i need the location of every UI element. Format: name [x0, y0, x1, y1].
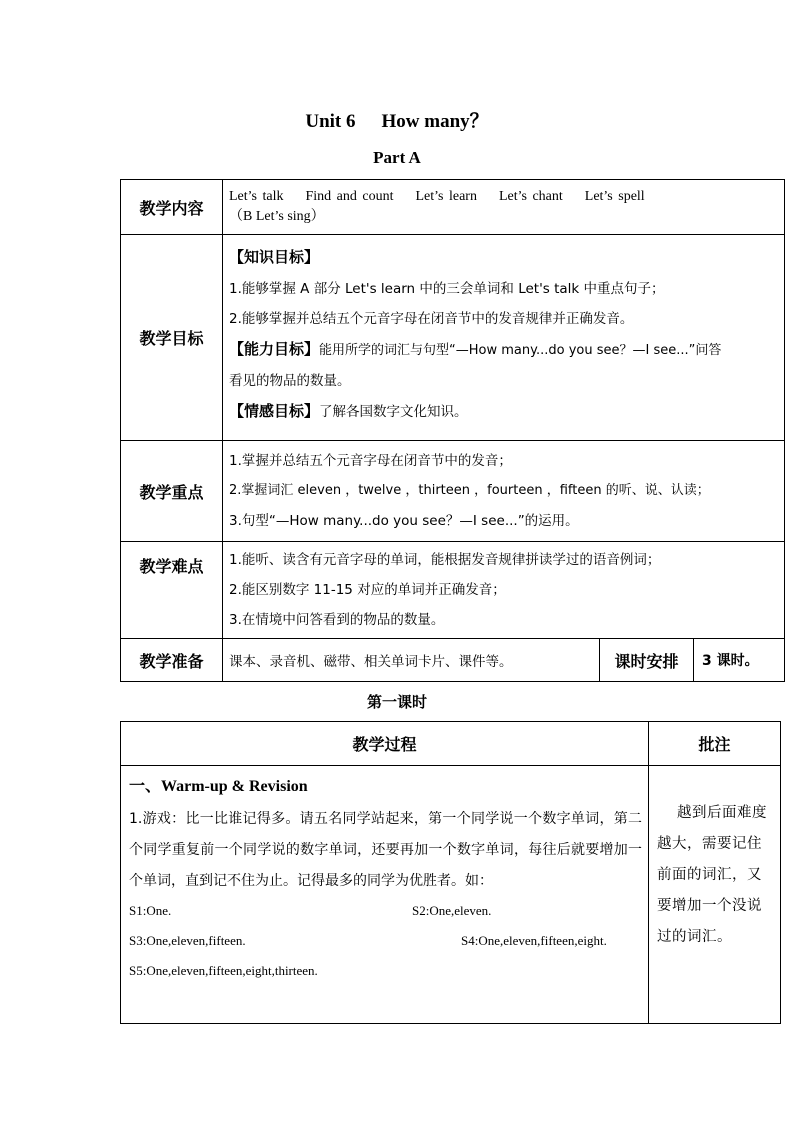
content-label: 教学内容: [121, 180, 223, 235]
process-content-row: [121, 766, 781, 1024]
note-cell: [649, 766, 781, 1024]
difficult-points-label: 教学难点: [121, 542, 223, 639]
warm-up-title: [129, 772, 642, 802]
teaching-process-table: [120, 721, 781, 1024]
emotion-goal-tag: 【情感目标】: [229, 402, 320, 420]
goals-row: [121, 235, 785, 441]
warm-up-title-text: 一、Warm-up & Revision: [129, 778, 308, 795]
example-s5: S5:One,eleven,fifteen,eight,thirteen.: [129, 963, 318, 978]
process-header-row: [121, 722, 781, 766]
game-description: 1.游戏：比一比谁记得多。请五名同学站起来，第一个同学说一个数字单词，第二个同学重复前一个同学说的数字单词，还要再加一个数字单词，每往后就要增加一个单词，直到记不住为止。记得最多的同学为优胜者。如：: [129, 811, 642, 889]
process-header: 教学过程: [121, 722, 649, 766]
schedule-label: 课时安排: [600, 639, 694, 682]
ability-goal: [223, 334, 784, 366]
ability-goal-text-2: 看见的物品的数量。: [229, 373, 351, 389]
note-text: 越到后面难度越大，需要记住前面的词汇，又要增加一个没说过的词汇。: [657, 805, 767, 945]
key-points-cell: [223, 441, 785, 542]
preparation-text: 课本、录音机、磁带、相关单词卡片、课件等。: [223, 639, 600, 682]
difficult-points-cell: [223, 542, 785, 639]
unit-number: Unit 6: [305, 111, 356, 132]
note-header: 批注: [649, 722, 781, 766]
knowledge-goal-2: 2.能够掌握并总结五个元音字母在闭音节中的发音规律并正确发音。: [229, 311, 634, 327]
key-points-row: [121, 441, 785, 542]
key-point-3: 3.句型“—How many...do you see？—I see...”的运用。: [229, 513, 579, 529]
content-cell: [223, 180, 785, 235]
preparation-row: [121, 639, 785, 682]
knowledge-goal-tag: 【知识目标】: [229, 248, 320, 266]
example-s4: S4:One,eleven,fifteen,eight.: [461, 933, 607, 948]
difficult-points-row: [121, 542, 785, 639]
content-line-2: （B Let’s sing）: [229, 209, 325, 224]
key-point-1: 1.掌握并总结五个元音字母在闭音节中的发音；: [229, 453, 512, 469]
example-row-2: [129, 927, 642, 957]
process-content-cell: [121, 766, 649, 1024]
emotion-goal: [223, 396, 784, 427]
emotion-goal-text: 了解各国数字文化知识。: [319, 404, 468, 420]
content-line-1: Let’s talk Find and count Let’s learn Let’s chant Let’s spell: [229, 189, 645, 204]
example-row-1: [129, 897, 642, 927]
content-row: [121, 180, 785, 235]
ability-goal-tag: 【能力目标】: [229, 340, 320, 358]
example-s3: S3:One,eleven,fifteen.: [129, 933, 246, 948]
schedule-value: 3 课时。: [694, 639, 785, 682]
lesson-title: 第一课时: [366, 693, 427, 711]
goals-cell: [223, 235, 785, 441]
key-points-label: 教学重点: [121, 441, 223, 542]
example-row-3: [129, 957, 642, 987]
knowledge-goal-1: 1.能够掌握 A 部分 Let's learn 中的三会单词和 Let's talk 中重点句子；: [229, 281, 665, 297]
difficult-point-2: 2.能区别数字 11-15 对应的单词并正确发音；: [229, 582, 506, 598]
preparation-label: 教学准备: [121, 639, 223, 682]
difficult-point-1: 1.能听、读含有元音字母的单词，能根据发音规律拼读学过的语音例词；: [229, 552, 661, 568]
unit-name: How many？: [381, 111, 489, 132]
ability-goal-text: 能用所学的词汇与句型“—How many...do you see？—I see...”问答: [319, 343, 722, 358]
example-s2: S2:One,eleven.: [412, 903, 492, 918]
example-s1: S1:One.: [129, 903, 172, 918]
document-title: [0, 106, 794, 133]
lesson-plan-table: [120, 179, 785, 682]
goals-label: 教学目标: [121, 235, 223, 441]
part-title: Part A: [373, 148, 421, 167]
key-point-2: 2.掌握词汇 eleven ，twelve ，thirteen ，fourteen ，fifteen 的听、说、认读；: [229, 483, 710, 498]
difficult-point-3: 3.在情境中问答看到的物品的数量。: [229, 612, 445, 628]
